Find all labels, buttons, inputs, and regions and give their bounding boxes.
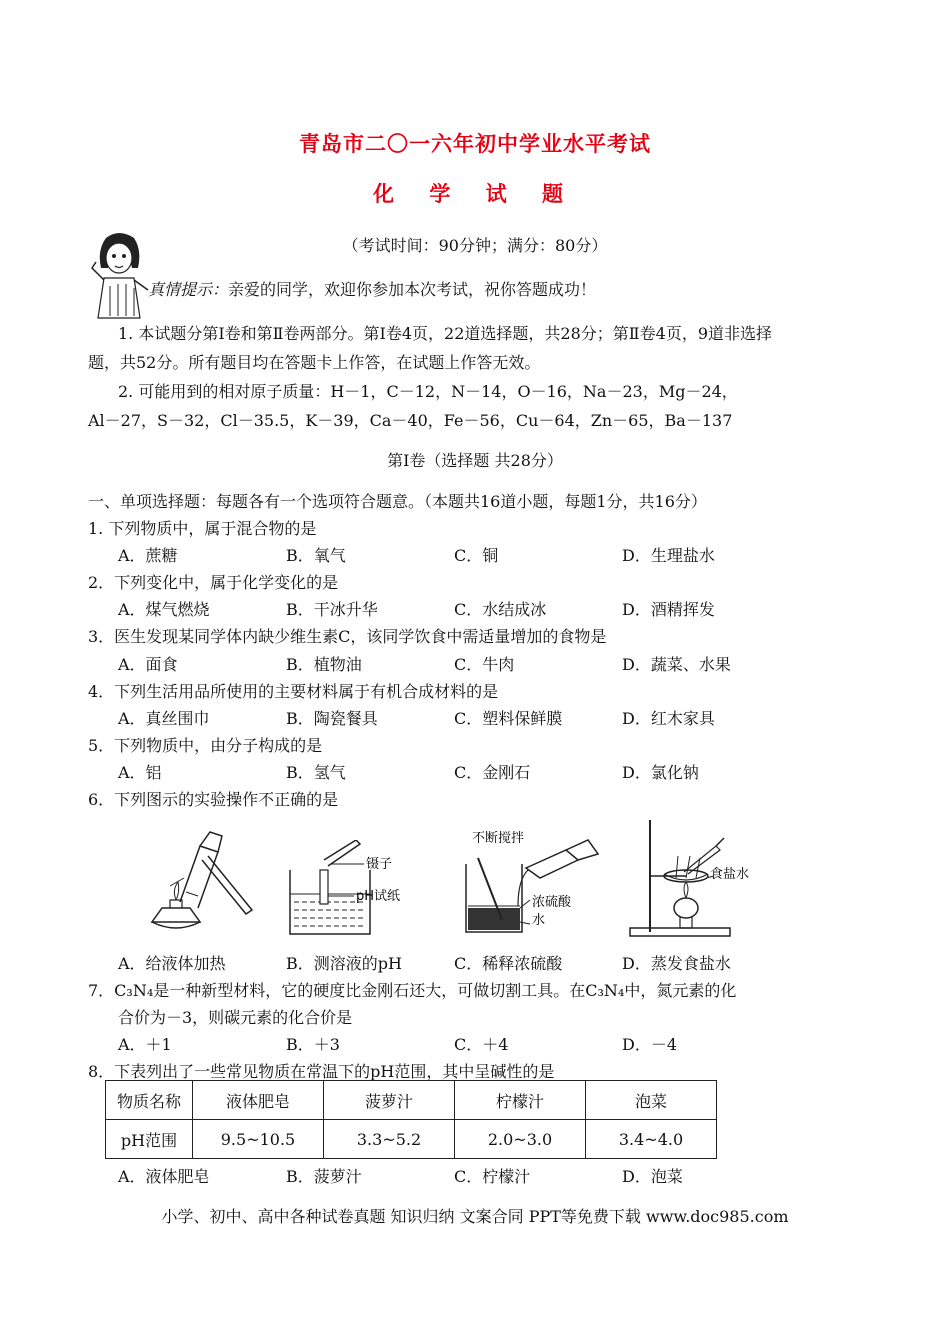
- q6-option-a: A．给液体加热: [118, 954, 226, 973]
- table-cell: 3.4~4.0: [586, 1120, 717, 1159]
- q2-option-d: D．酒精挥发: [622, 600, 715, 619]
- q2-option-a: A．煤气燃烧: [118, 600, 210, 619]
- q5-stem: 5．下列物质中，由分子构成的是: [88, 736, 323, 755]
- q3-option-a: A．面食: [118, 655, 178, 674]
- table-cell: 液体肥皂: [193, 1081, 324, 1120]
- q1-option-d: D．生理盐水: [622, 546, 715, 565]
- note-2-line-2: Al－27，S－32，Cl－35.5，K－39，Ca－40，Fe－56，Cu－64，Zn－65，Ba－137: [88, 411, 733, 430]
- table-row: [106, 1120, 717, 1159]
- q1-option-c: C．铜: [454, 546, 499, 565]
- section-title: 第Ⅰ卷（选择题 共28分）: [387, 451, 563, 470]
- q8-option-b: B．菠萝汁: [286, 1167, 362, 1186]
- q3-option-b: B．植物油: [286, 655, 362, 674]
- q1-option-b: B．氧气: [286, 546, 346, 565]
- footer-text: 小学、初中、高中各种试卷真题 知识归纳 文案合同 PPT等免费下载 www.doc985.com: [161, 1207, 789, 1226]
- q8-option-d: D．泡菜: [622, 1167, 683, 1186]
- table-cell: 物质名称: [106, 1081, 193, 1120]
- q4-option-b: B．陶瓷餐具: [286, 709, 378, 728]
- q7-stem-line-2: 合价为－3，则碳元素的化合价是: [118, 1008, 353, 1027]
- label-water: 水: [532, 913, 546, 928]
- q2-option-c: C．水结成冰: [454, 600, 547, 619]
- girl-illustration: [88, 228, 150, 320]
- table-cell: 3.3~5.2: [324, 1120, 455, 1159]
- label-tweezers: 镊子: [366, 857, 393, 872]
- q1-stem: 1. 下列物质中，属于混合物的是: [88, 519, 317, 538]
- note-2-line-1: 2. 可能用到的相对原子质量：H－1，C－12，N－14，O－16，Na－23，Mg－24，: [118, 382, 738, 401]
- part-title: 一、单项选择题：每题各有一个选项符合题意。（本题共16道小题，每题1分，共16分）: [88, 492, 707, 511]
- q5-option-a: A．铝: [118, 763, 162, 782]
- q5-option-d: D．氯化钠: [622, 763, 699, 782]
- warm-tip-text: 亲爱的同学，欢迎你参加本次考试，祝你答题成功！: [228, 280, 597, 299]
- q3-option-d: D．蔬菜、水果: [622, 655, 731, 674]
- exam-info: （考试时间：90分钟；满分：80分）: [342, 236, 608, 255]
- figure-dilute-acid: [458, 828, 608, 936]
- q4-option-c: C．塑料保鲜膜: [454, 709, 563, 728]
- label-acid: 浓硫酸: [532, 895, 572, 910]
- q4-option-d: D．红木家具: [622, 709, 715, 728]
- note-1-line-2: 题，共52分。所有题目均在答题卡上作答，在试题上作答无效。: [88, 353, 541, 372]
- q7-option-b: B．＋3: [286, 1035, 340, 1054]
- table-cell: 9.5~10.5: [193, 1120, 324, 1159]
- table-cell: 泡菜: [586, 1081, 717, 1120]
- q2-stem: 2．下列变化中，属于化学变化的是: [88, 573, 339, 592]
- q7-option-d: D．－4: [622, 1035, 678, 1054]
- q1-option-a: A．蔗糖: [118, 546, 178, 565]
- warm-tip: [148, 277, 596, 300]
- q8-option-c: C．柠檬汁: [454, 1167, 531, 1186]
- q6-option-d: D．蒸发食盐水: [622, 954, 731, 973]
- q5-option-b: B．氢气: [286, 763, 346, 782]
- table-cell: 2.0~3.0: [455, 1120, 586, 1159]
- ph-table: [105, 1080, 717, 1159]
- q3-stem: 3．医生发现某同学体内缺少维生素C，该同学饮食中需适量增加的食物是: [88, 627, 607, 646]
- figure-heating-liquid: [140, 826, 260, 934]
- q6-stem: 6．下列图示的实验操作不正确的是: [88, 790, 339, 809]
- q6-option-c: C．稀释浓硫酸: [454, 954, 563, 973]
- q4-option-a: A．真丝围巾: [118, 709, 210, 728]
- page-title: 青岛市二〇一六年初中学业水平考试: [299, 132, 651, 156]
- note-1-line-1: 1. 本试题分第Ⅰ卷和第Ⅱ卷两部分。第Ⅰ卷4页，22道选择题，共28分；第Ⅱ卷4页，9道非选择: [118, 324, 773, 343]
- q4-stem: 4．下列生活用品所使用的主要材料属于有机合成材料的是: [88, 682, 499, 701]
- page-subtitle: 化 学 试 题: [373, 182, 577, 206]
- q7-option-a: A．＋1: [118, 1035, 172, 1054]
- table-cell: 菠萝汁: [324, 1081, 455, 1120]
- q8-stem: 8．下表列出了一些常见物质在常温下的pH范围，其中呈碱性的是: [88, 1062, 555, 1081]
- table-cell: 柠檬汁: [455, 1081, 586, 1120]
- q6-option-b: B．测溶液的pH: [286, 954, 402, 973]
- figure-evaporate-salt: [628, 816, 778, 940]
- label-stir: 不断搅拌: [472, 831, 525, 846]
- q8-option-a: A．液体肥皂: [118, 1167, 210, 1186]
- label-ph-paper: pH试纸: [356, 889, 401, 904]
- figure-measure-ph: [286, 840, 416, 936]
- warm-tip-label: 真情提示：: [148, 280, 229, 299]
- table-row: [106, 1081, 717, 1120]
- q2-option-b: B．干冰升华: [286, 600, 378, 619]
- label-salt-water: 食盐水: [710, 867, 750, 882]
- table-cell: pH范围: [106, 1120, 193, 1159]
- q7-stem-line-1: 7．C₃N₄是一种新型材料，它的硬度比金刚石还大，可做切割工具。在C₃N₄中，氮元素的化: [88, 981, 737, 1000]
- q3-option-c: C．牛肉: [454, 655, 515, 674]
- q7-option-c: C．＋4: [454, 1035, 509, 1054]
- q5-option-c: C．金刚石: [454, 763, 531, 782]
